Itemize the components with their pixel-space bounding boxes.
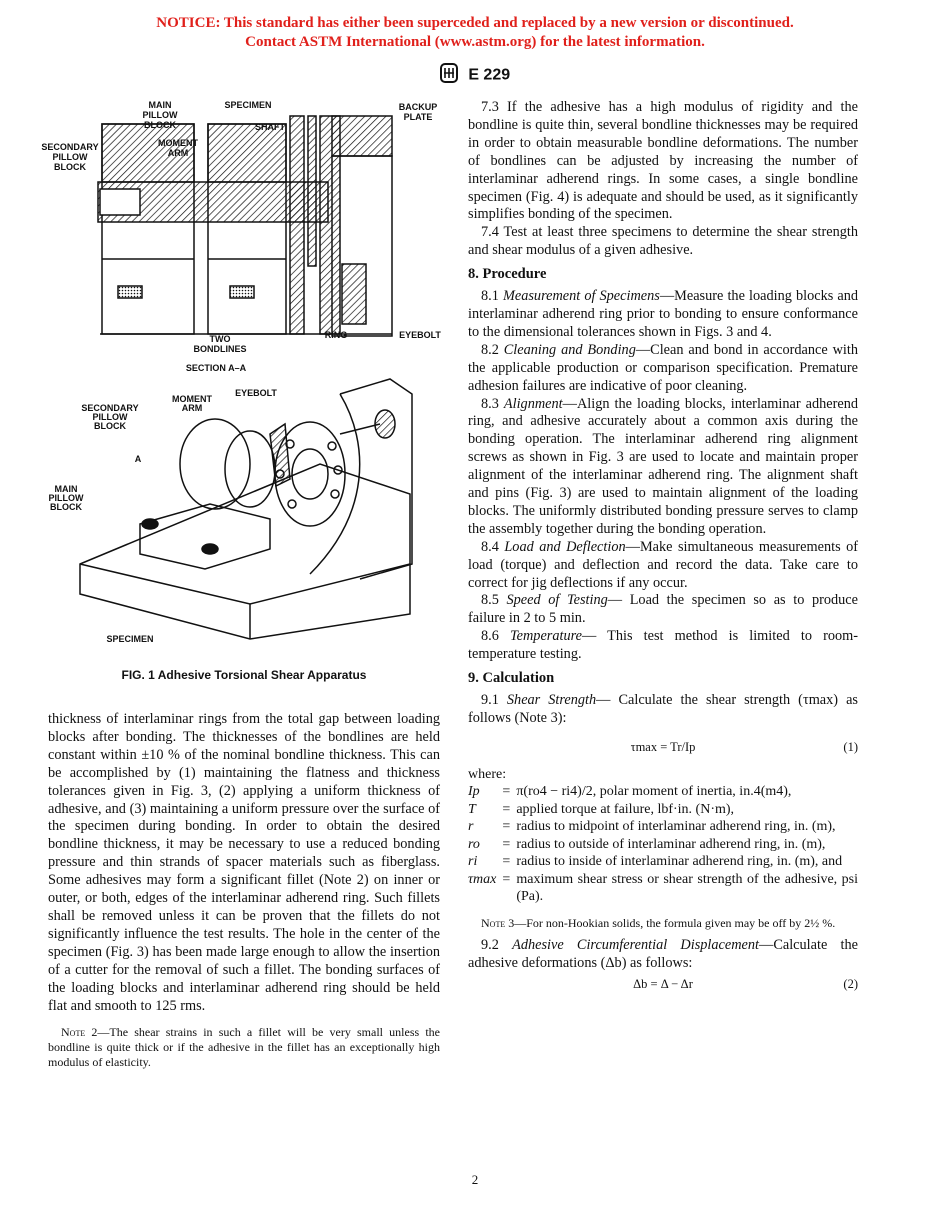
label-main-pillow-block-1: MAIN bbox=[148, 100, 172, 110]
para-8-1-text: —Measure the loading blocks and interlaminar adherend ring prior to bonding to ensure conformance to the dimensional tolerances shown in Figs. 3 and 4. bbox=[468, 288, 858, 340]
def-text: radius to inside of interlaminar adherend ring, in. (m), and bbox=[516, 854, 843, 870]
page-number: 2 bbox=[471, 1172, 479, 1187]
label-a-mark: A bbox=[134, 454, 142, 464]
label-specimen-iso: SPECIMEN bbox=[106, 634, 154, 644]
def-symbol: τmax bbox=[468, 871, 497, 887]
note-2 bbox=[48, 1025, 440, 1070]
right-column bbox=[468, 99, 858, 995]
label-two-bondlines-1: TWO bbox=[209, 334, 231, 344]
equation-2-number: (2) bbox=[843, 976, 858, 991]
para-8-6 bbox=[468, 628, 858, 664]
equation-2 bbox=[468, 973, 858, 995]
section-view bbox=[98, 116, 392, 336]
equation-1-number: (1) bbox=[843, 739, 858, 754]
para-8-2-num: 8.2 bbox=[481, 341, 499, 358]
def-symbol: Ip bbox=[468, 784, 480, 800]
note-2-text: —The shear strains in such a fillet will be very small unless the bondline is quite thick or if the adhesive in the fillet has an exceptionally high modulus of elasticity. bbox=[48, 1025, 441, 1070]
label-secondary-pillow-block-1: SECONDARY bbox=[41, 142, 99, 152]
para-9-2-title: Adhesive Circumferential Displacement bbox=[512, 936, 760, 953]
para-8-3-title: Alignment bbox=[503, 395, 563, 412]
label-backup-plate-1: BACKUP bbox=[398, 102, 438, 112]
para-8-4-text: —Make simultaneous measurements of load (torque) and deflection and record the data. Take care to correct for jig deflections if any occur. bbox=[468, 538, 859, 591]
label-main-pillow-iso-2: PILLOW bbox=[48, 493, 84, 503]
label-two-bondlines-2: BONDLINES bbox=[193, 344, 247, 354]
def-text: maximum shear stress or shear strength of the adhesive, psi (Pa). bbox=[516, 871, 858, 905]
para-9-2-num: 9.2 bbox=[481, 936, 499, 953]
label-eyebolt-iso: EYEBOLT bbox=[235, 388, 277, 398]
label-moment-arm-iso-2: ARM bbox=[181, 403, 203, 413]
label-eyebolt-top: EYEBOLT bbox=[399, 330, 441, 340]
def-row: ri = radius to inside of interlaminar adherend ring, in. (m), and bbox=[468, 853, 858, 871]
def-symbol: ri bbox=[468, 854, 478, 870]
para-9-1-text: — Calculate the shear strength (τmax) as follows (Note 3): bbox=[468, 692, 858, 726]
label-secondary-pillow-iso-1: SECONDARY bbox=[81, 403, 139, 413]
equation-2-formula: Δb = Δ − Δr bbox=[633, 976, 693, 991]
para-8-4-num: 8.4 bbox=[481, 538, 499, 555]
def-symbol: r bbox=[468, 819, 474, 835]
def-row: τmax = maximum shear stress or shear strength of the adhesive, psi (Pa). bbox=[468, 871, 858, 905]
left-column bbox=[48, 711, 440, 1070]
para-8-1-num: 8.1 bbox=[481, 288, 499, 305]
section-9-heading: 9. Calculation bbox=[468, 670, 555, 687]
para-8-2 bbox=[468, 342, 858, 396]
notice-line-2: Contact ASTM International (www.astm.org) for the latest information. bbox=[245, 34, 705, 50]
standard-designation: E 229 bbox=[468, 66, 511, 84]
note-2-label: Note 2 bbox=[61, 1025, 98, 1040]
label-specimen-top: SPECIMEN bbox=[224, 100, 272, 110]
equation-1 bbox=[468, 736, 858, 758]
def-text: radius to outside of interlaminar adherend ring, in. (m), bbox=[516, 836, 826, 852]
para-9-1 bbox=[468, 692, 858, 728]
where-label: where: bbox=[468, 766, 507, 782]
note-3-text: —For non-Hookian solids, the formula given may be off by 2½ %. bbox=[514, 915, 836, 930]
label-secondary-pillow-iso-2: PILLOW bbox=[92, 412, 128, 422]
label-main-pillow-iso-3: BLOCK bbox=[50, 502, 82, 512]
para-8-5 bbox=[468, 592, 858, 628]
notice-banner bbox=[0, 14, 950, 52]
figure-1 bbox=[40, 94, 450, 654]
label-secondary-pillow-block-3: BLOCK bbox=[54, 162, 86, 172]
notice-line-1: NOTICE: This standard has either been superceded and replaced by a new version or discontinued. bbox=[156, 15, 794, 31]
para-8-2-title: Cleaning and Bonding bbox=[503, 341, 636, 358]
para-8-2-text: —Clean and bond in accordance with the applicable production or comparison specification. Premature adhesion failures are indicative of poor cleaning. bbox=[468, 341, 858, 394]
para-7-3: 7.3 If the adhesive has a high modulus of rigidity and the bondline is quite thin, several bondline thicknesses may be required in order to obtain measurable bondline deformations. The number of bondlines can be adjusted by increasing the number of interlaminar adherend rings. In some cases, a single bondline specimen (Fig. 4) is adequate and should be used, as it significantly simplifies bonding of the specimen. bbox=[468, 99, 858, 223]
label-ring: RING bbox=[324, 330, 348, 340]
para-9-1-title: Shear Strength bbox=[506, 692, 597, 708]
para-8-6-text: — This test method is limited to room-temperature testing. bbox=[468, 628, 859, 663]
torsional-shear-apparatus-drawing bbox=[40, 94, 450, 654]
left-paragraph: thickness of interlaminar rings from the total gap between loading blocks after bonding. The thicknesses of the bondlines are held constant within ±10 % of the nominal bondline thickness. This can be accomplished by (1) maintaining the flatness and thickness tolerances given in Fig. 3, (2) applying a uniform thickness of adhesive, and (3) maintaining a uniform pressure over the surface of the specimen during bonding. In order to obtain the desired bondline thickness, it may be necessary to use a reduced bonding pressure and thin strands of spacer materials such as fiberglass. Some adhesives may form a significant fillet (Note 2) on inner or outer, or both, edges of the interlaminar adherend ring. Such fillets shall be removed unless it can be proven that the fillets do not significantly influence the test results. The hole in the center of the specimen (Fig. 3) has been made large enough to allow the insertion of a cutter for the removal of such a fillet. The bonding surfaces of the loading blocks and interlaminar adherend ring should be held flat and smooth to 125 rms. bbox=[48, 711, 440, 1014]
para-7-4: 7.4 Test at least three specimens to determine the shear strength and shear modulus of a given adhesive. bbox=[468, 224, 858, 259]
para-8-5-text: — Load the specimen so as to produce failure in 2 to 5 min. bbox=[468, 592, 859, 627]
where-block bbox=[468, 766, 858, 906]
para-8-4 bbox=[468, 539, 858, 593]
para-8-1 bbox=[468, 288, 858, 342]
para-8-5-title: Speed of Testing bbox=[506, 592, 608, 609]
def-row: ro = radius to outside of interlaminar adherend ring, in. (m), bbox=[468, 836, 858, 854]
section-label: SECTION A–A bbox=[185, 363, 247, 373]
astm-logo-icon bbox=[440, 63, 458, 88]
definitions-table bbox=[468, 783, 858, 906]
para-8-3-text: —Align the loading blocks, interlaminar adherend ring, and adhesive accurately about a common axis during the bonding operation. The interlaminar adherend ring alignment screws as shown in Fig. 3 are used to locate and maintain proper alignment of the interlaminar adherend ring. The alignment shaft and pins (Fig. 3) are used to maintain alignment of the loading blocks. The uniformly distributed bonding pressure serves to clamp the assembly together during the bonding operation. bbox=[468, 395, 858, 537]
def-row: T = applied torque at failure, lbf·in. (N·m), bbox=[468, 801, 858, 819]
label-main-pillow-block-2: PILLOW bbox=[142, 110, 178, 120]
para-9-2 bbox=[468, 937, 858, 973]
note-3 bbox=[468, 916, 858, 931]
para-8-3-num: 8.3 bbox=[481, 395, 499, 412]
figure-caption: FIG. 1 Adhesive Torsional Shear Apparatus bbox=[121, 668, 367, 682]
def-row: r = radius to midpoint of interlaminar adherend ring, in. (m), bbox=[468, 818, 858, 836]
page-header bbox=[0, 63, 950, 88]
label-backup-plate-2: PLATE bbox=[403, 112, 433, 122]
para-9-2-text: —Calculate the adhesive deformations (Δb) as follows: bbox=[468, 936, 858, 971]
label-shaft: SHAFT bbox=[255, 122, 285, 132]
def-symbol: ro bbox=[468, 836, 480, 852]
equation-1-formula: τmax = Tr/Ip bbox=[630, 739, 696, 754]
para-8-1-title: Measurement of Specimens bbox=[502, 288, 660, 305]
def-text: radius to midpoint of interlaminar adherend ring, in. (m), bbox=[516, 819, 836, 835]
section-8-heading: 8. Procedure bbox=[468, 266, 547, 283]
para-8-4-title: Load and Deflection bbox=[504, 538, 626, 555]
label-moment-arm-iso-1: MOMENT bbox=[172, 394, 212, 404]
isometric-view bbox=[80, 379, 412, 639]
def-text: π(ro4 − ri4)/2, polar moment of inertia, in.4(m4), bbox=[516, 784, 792, 800]
def-text: applied torque at failure, lbf·in. (N·m), bbox=[516, 801, 735, 817]
def-row: Ip = π(ro4 − ri4)/2, polar moment of inertia, in.4(m4), bbox=[468, 783, 858, 801]
para-9-1-num: 9.1 bbox=[481, 692, 499, 708]
para-8-6-num: 8.6 bbox=[481, 628, 499, 645]
para-8-6-title: Temperature bbox=[509, 628, 582, 645]
para-8-3 bbox=[468, 396, 858, 539]
note-3-label: Note 3 bbox=[481, 915, 515, 930]
label-moment-arm-1: MOMENT bbox=[158, 138, 198, 148]
label-secondary-pillow-block-2: PILLOW bbox=[52, 152, 88, 162]
label-moment-arm-2: ARM bbox=[167, 148, 189, 158]
para-8-5-num: 8.5 bbox=[481, 592, 499, 609]
label-main-pillow-block-3: BLOCK bbox=[144, 120, 176, 130]
def-symbol: T bbox=[468, 801, 476, 817]
label-main-pillow-iso-1: MAIN bbox=[54, 484, 78, 494]
label-secondary-pillow-iso-3: BLOCK bbox=[94, 421, 126, 431]
